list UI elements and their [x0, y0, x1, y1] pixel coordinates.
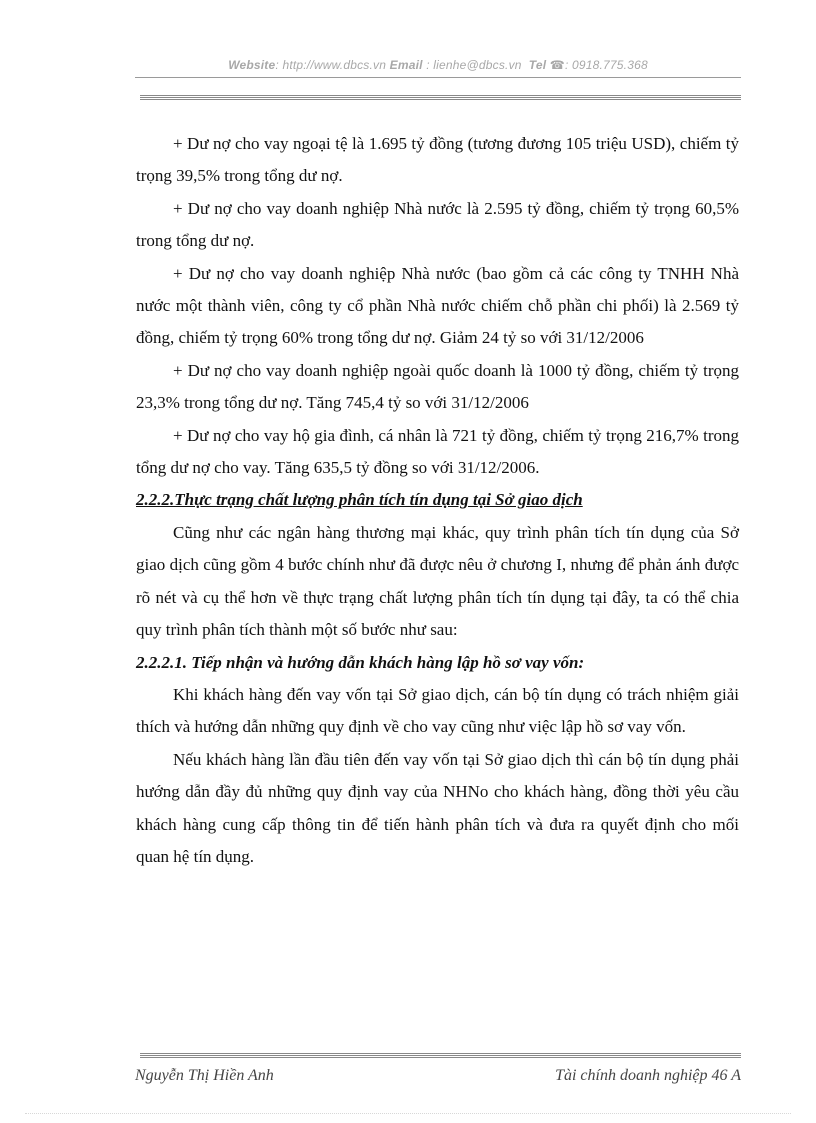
paragraph-customer-guidance: Khi khách hàng đến vay vốn tại Sở giao dịch, cán bộ tín dụng có trách nhiệm giải thích và hướng dẫn những quy định về cho vay cũng như việc lập hồ sơ vay vốn.: [136, 684, 739, 737]
phone-icon: ☎: [549, 58, 565, 72]
header-divider: [135, 77, 741, 78]
tel-label: Tel: [528, 58, 547, 72]
document-body: [136, 128, 739, 873]
paragraph-first-time-customer: Nếu khách hàng lần đầu tiên đến vay vốn tại Sở giao dịch thì cán bộ tín dụng phải hướng dẫn đầy đủ những quy định vay của NHNo cho khách hàng, đồng thời yêu cầu khách hàng cung cấp thông tin để tiến hành phân tích và đưa ra quyết định cho mối quan hệ tín dụng.: [136, 749, 739, 866]
paragraph-state-enterprise-loans: + Dư nợ cho vay doanh nghiệp Nhà nước là 2.595 tỷ đồng, chiếm tỷ trọng 60,5% trong tổng dư nợ.: [136, 198, 739, 251]
paragraph-private-enterprise-loans: + Dư nợ cho vay doanh nghiệp ngoài quốc doanh là 1000 tỷ đồng, chiếm tỷ trọng 23,3% trong tổng dư nợ. Tăng 745,4 tỷ so với 31/12/2006: [136, 360, 739, 413]
footer-rule: [140, 1053, 741, 1059]
header-rule: [140, 95, 741, 101]
footer-course: Tài chính doanh nghiệp 46 A: [555, 1067, 741, 1084]
website-link[interactable]: : http://www.dbcs.vn: [275, 58, 387, 72]
section-heading: 2.2.2.Thực trạng chất lượng phân tích tín dụng tại Sở giao dịch: [136, 490, 583, 510]
subsection-heading: 2.2.2.1. Tiếp nhận và hướng dẫn khách hàng lập hồ sơ vay vốn:: [136, 652, 585, 672]
page-bottom-border: [25, 1113, 791, 1114]
page-header: [135, 58, 741, 72]
tel-value: : 0918.775.368: [564, 58, 648, 72]
footer-author: Nguyễn Thị Hiền Anh: [135, 1067, 274, 1084]
paragraph-foreign-currency-loans: + Dư nợ cho vay ngoại tệ là 1.695 tỷ đồng (tương đương 105 triệu USD), chiếm tỷ trọng 39,5% trong tổng dư nợ.: [136, 134, 739, 186]
paragraph-household-loans: + Dư nợ cho vay hộ gia đình, cá nhân là 721 tỷ đồng, chiếm tỷ trọng 216,7% trong tổng dư nợ cho vay. Tăng 635,5 tỷ đồng so với 31/12/2006.: [136, 425, 739, 478]
website-label: Website: [228, 58, 276, 72]
email-label: Email: [389, 58, 423, 72]
paragraph-state-enterprise-detail: + Dư nợ cho vay doanh nghiệp Nhà nước (bao gồm cả các công ty TNHH Nhà nước một thành viên, công ty cổ phần Nhà nước chiếm chỗ phần chi phối) là 2.569 tỷ đồng, chiếm tỷ trọng 60% trong tổng dư nợ. Giảm 24 tỷ so với 31/12/2006: [136, 263, 739, 348]
email-link[interactable]: : lienhe@dbcs.vn: [426, 58, 522, 72]
paragraph-process-intro: Cũng như các ngân hàng thương mại khác, quy trình phân tích tín dụng của Sở giao dịch cũng gồm 4 bước chính như đã được nêu ở chương I, nhưng để phản ánh được rõ nét và cụ thể hơn về thực trạng chất lượng phân tích tín dụng tại đây, ta có thể chia quy trình phân tích thành một số bước như sau:: [136, 522, 739, 640]
